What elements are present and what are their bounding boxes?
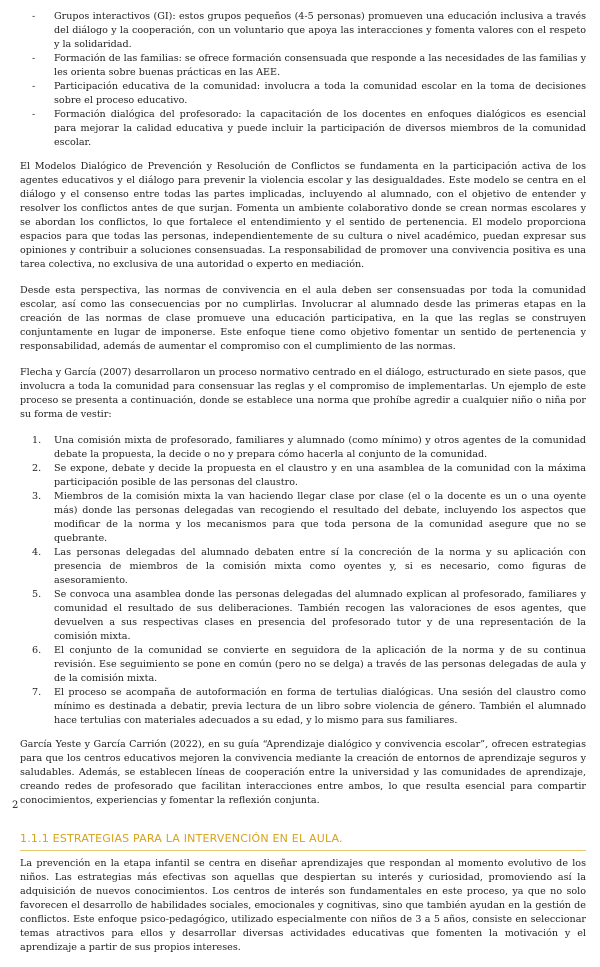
section-heading: 1.1.1 ESTRATEGIAS PARA LA INTERVENCIÓN EN EL AULA.	[20, 832, 586, 851]
steps-list	[20, 434, 586, 728]
paragraph: El Modelos Dialógico de Prevención y Resolución de Conflictos se fundamenta en la participación activa de los agentes educativos y el diálogo para prevenir la violencia escolar y las desigualdades. Este modelo se centra en el diálogo y el consenso entre todas las partes implicadas, incluyendo al alumnado, con el objetivo de entender y resolver los conflictos antes de que surjan. Fomenta un ambiente colaborativo donde se crean normas escolares y se abordan los conflictos, lo que fortalece el entendimiento y el sentido de pertenencia. El modelo proporciona espacios para que todas las personas, independientemente de su cultura o nivel académico, puedan expresar sus opiniones y contribuir a soluciones consensuadas. La responsabilidad de promover una convivencia positiva es una tarea colectiva, no exclusiva de una autoridad o experto en mediación.	[20, 161, 586, 270]
step-item	[32, 434, 586, 462]
step-item	[32, 546, 586, 588]
step-item	[32, 686, 586, 728]
bullet-item: - Participación educativa de la comunidad: involucra a toda la comunidad escolar en la toma de decisiones sobre el proceso educativo.	[54, 80, 586, 108]
step-item	[32, 588, 586, 644]
page-number: 2	[12, 800, 19, 811]
step-number: 4.	[32, 547, 42, 558]
step-number: 6.	[32, 645, 42, 656]
step-item	[32, 490, 586, 546]
step-number: 5.	[32, 589, 42, 600]
step-number: 7.	[32, 687, 42, 698]
bullet-item: - Grupos interactivos (GI): estos grupos pequeños (4-5 personas) promueven una educación inclusiva a través del diálogo y la cooperación, con un voluntario que apoya las interacciones y fomenta valores con el respeto y la solidaridad.	[54, 10, 586, 52]
step-item	[32, 462, 586, 490]
step-number: 3.	[32, 491, 42, 502]
step-text: Se expone, debate y decide la propuesta en el claustro y en una asamblea de la comunidad con la máxima participación posible de las personas del claustro.	[54, 463, 586, 488]
step-text: El conjunto de la comunidad se convierte en seguidora de la aplicación de la norma y de su continua revisión. Ese seguimiento se pone en común (pero no se delga) a través de las personas delegadas de aula y de la comisión mixta.	[54, 645, 586, 684]
paragraph: Flecha y García (2007) desarrollaron un proceso normativo centrado en el diálogo, estructurado en siete pasos, que involucra a toda la comunidad para consensuar las reglas y el compromiso de implementarlas. Un ejemplo de este proceso se presenta a continuación, donde se establece una norma que prohíbe agredir a cualquier niño o niña por su forma de vestir:	[20, 367, 586, 420]
paragraph: La prevención en la etapa infantil se centra en diseñar aprendizajes que respondan al momento evolutivo de los niños. Las estrategias más efectivas son aquellas que despiertan su interés y curiosidad, promoviendo así la adquisición de nuevos conocimientos. Los centros de interés son fundamentales en este proceso, ya que no solo favorecen el desarrollo de habilidades sociales, emocionales y cognitivas, sino que también ayudan en la gestión de conflictos. Este enfoque psico-pedagógico, utilizado especialmente con niños de 3 a 5 años, consiste en seleccionar temas atractivos para ellos y desarrollar diversas actividades educativas que fomenten la motivación y el aprendizaje a partir de sus propios intereses.	[20, 858, 586, 953]
step-text: El proceso se acompaña de autoformación en forma de tertulias dialógicas. Una sesión del claustro como mínimo es destinada a debatir, previa lectura de un libro sobre violencia de género. También el alumnado hace tertulias con materiales adecuados a su edad, y lo mismo para sus familiares.	[54, 687, 586, 726]
step-text: Se convoca una asamblea donde las personas delegadas del alumnado explican al profesorado, familiares y comunidad el resultado de sus deliberaciones. También recogen las valoraciones de esos agentes, que devuelven a sus respectivas clases en presencia del profesorado tutor y de una representación de la comisión mixta.	[54, 589, 586, 642]
step-number: 1.	[32, 435, 42, 446]
program-bullet-list	[20, 10, 586, 150]
step-item	[32, 644, 586, 686]
step-text: Las personas delegadas del alumnado debaten entre sí la concreción de la norma y su aplicación con presencia de miembros de la comisión mixta como oyentes y, si es necesario, como figuras de asesoramiento.	[54, 547, 586, 586]
bullet-item: - Formación dialógica del profesorado: la capacitación de los docentes en enfoques dialógicos es esencial para mejorar la calidad educativa y puede incluir la participación de diversos miembros de la comunidad escolar.	[54, 108, 586, 150]
paragraph: Desde esta perspectiva, las normas de convivencia en el aula deben ser consensuadas por toda la comunidad escolar, así como las consecuencias por no cumplirlas. Involucrar al alumnado desde las primeras etapas en la creación de las normas de clase promueve una educación participativa, en la que las reglas se construyen conjuntamente en lugar de imponerse. Este enfoque tiene como objetivo fomentar un sentido de pertenencia y responsabilidad, además de aumentar el compromiso con el cumplimiento de las normas.	[20, 285, 586, 352]
paragraph: García Yeste y García Carrión (2022), en su guía “Aprendizaje dialógico y convivencia escolar”, ofrecen estrategias para que los centros educativos mejoren la convivencia mediante la creación de entornos de aprendizaje seguros y saludables. Además, se establecen líneas de cooperación entre la universidad y las comunidades de aprendizaje, creando redes de profesorado que facilitan interacciones entre ambos, lo que resulta esencial para compartir conocimientos, experiencias y fomentar la reflexión conjunta.	[20, 739, 586, 806]
bullet-item: - Formación de las familias: se ofrece formación consensuada que responde a las necesidades de las familias y les orienta sobre buenas prácticas en las AEE.	[54, 52, 586, 80]
step-text: Una comisión mixta de profesorado, familiares y alumnado (como mínimo) y otros agentes de la comunidad debate la propuesta, la decide o no y prepara cómo hacerla al conjunto de la comunidad.	[54, 435, 586, 460]
step-text: Miembros de la comisión mixta la van haciendo llegar clase por clase (el o la docente es un o una oyente más) donde las personas delegadas van recogiendo el resultado del debate, incluyendo los aspectos que modificar de la norma y los mecanismos para que toda persona de la comunidad asegure que no se quebrante.	[54, 491, 586, 544]
document-page	[20, 10, 586, 967]
step-number: 2.	[32, 463, 42, 474]
